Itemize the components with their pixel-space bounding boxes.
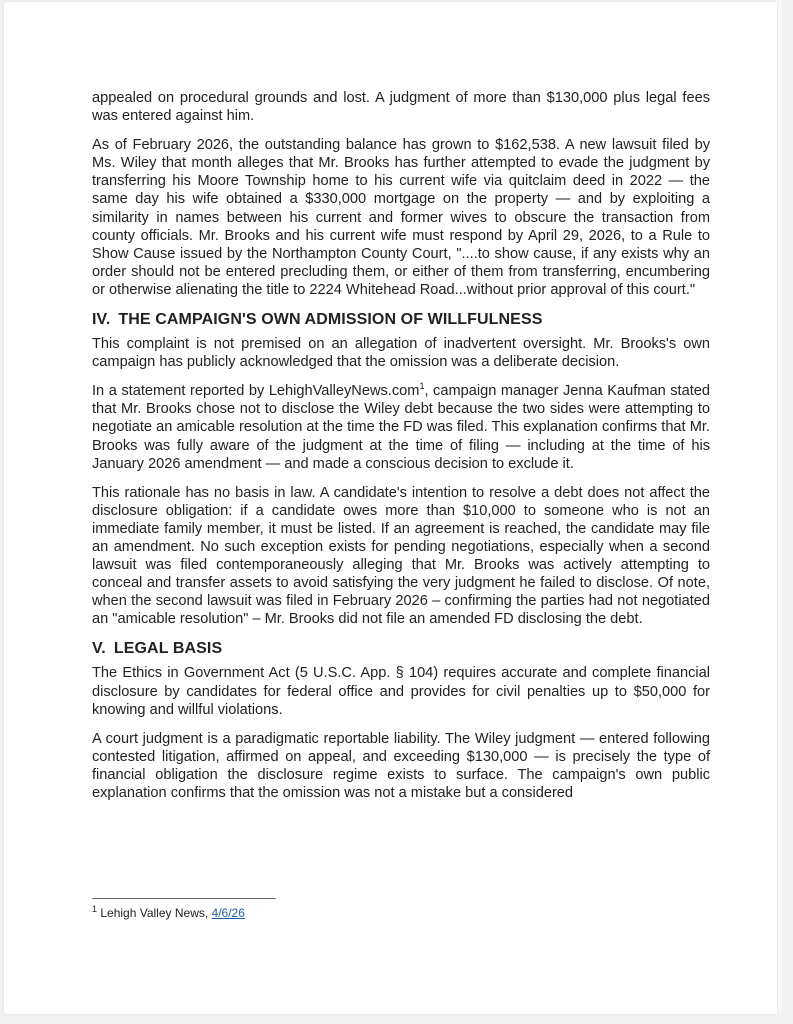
footnote-marker: 1: [92, 904, 98, 914]
page-edge: [778, 0, 782, 1012]
document-page: [4, 2, 777, 1014]
paragraph-no-basis-in-law: This rationale has no basis in law. A candidate's intention to resolve a debt does not affect the disclosure obligation: if a candidate owes more than $10,000 to someone who is not an immediate family member, it must be listed. If an agreement is reached, the candidate may file an amendment. No such exception exists for pending negotiations, especially when a second lawsuit was filed contemporaneously alleging that Mr. Brooks was actively attempting to conceal and transfer assets to avoid satisfying the very judgment he failed to disclose. Of note, when the second lawsuit was filed in February 2026 – confirming the parties had not negotiated an "amicable resolution" – Mr. Brooks did not file an amended FD disclosing the debt.: [92, 484, 710, 628]
section-number-v: V.: [92, 640, 106, 658]
section-heading-v: [92, 639, 710, 659]
paragraph-ethics-act: The Ethics in Government Act (5 U.S.C. App. § 104) requires accurate and complete financial disclosure by candidates for federal office and provides for civil penalties up to $50,000 for knowing and willful violations.: [92, 665, 710, 718]
paragraph-outstanding-balance: As of February 2026, the outstanding balance has grown to $162,538. A new lawsuit filed by Ms. Wiley that month alleges that Mr. Brooks has further attempted to evade the judgment by transferring his Moore Township home to his current wife via quitclaim deed in 2022 — the same day his wife obtained a $330,000 mortgage on the property — and by exploiting a similarity in names between his current and former wives to obscure the transaction from county officials. Mr. Brooks and his current wife must respond by April 29, 2026, to a Rule to Show Cause issued by the Northampton County Court, "....to show cause, if any exists why an order should not be entered precluding them, or either of them from transferring, encumbering or otherwise alienating the title to 2224 Whitehead Road...without prior approval of this court.": [92, 137, 710, 298]
section-heading-iv: [92, 310, 710, 330]
statement-text-end: , campaign manager Jenna Kaufman stated that Mr. Brooks chose not to disclose the Wiley debt because the two sides were attempting to negotiate an amicable resolution at the time the FD was filed. This explanation confirms that Mr. Brooks was fully aware of the judgment at the time of filing — including at the time of his January 2026 amendment — and made a conscious decision to exclude it.: [92, 383, 710, 472]
paragraph-not-inadvertent: This complaint is not premised on an allegation of inadvertent oversight. Mr. Brooks's own campaign has publicly acknowledged that the omission was a deliberate decision.: [92, 336, 710, 371]
section-title-v: LEGAL BASIS: [113, 640, 223, 658]
section-title-iv: THE CAMPAIGN'S OWN ADMISSION OF WILLFULNESS: [118, 311, 543, 329]
footnote-text: Lehigh Valley News,: [100, 906, 212, 920]
footnote-link[interactable]: 4/6/26: [211, 906, 245, 920]
statement-text-start: In a statement reported by LehighValleyNews.com: [92, 383, 420, 400]
paragraph-campaign-statement: [92, 382, 710, 472]
footnote-divider: [92, 898, 276, 899]
page-body: [92, 89, 710, 813]
section-number-iv: IV.: [92, 311, 111, 329]
footnote-reference[interactable]: 1: [419, 381, 425, 392]
paragraph-court-judgment: A court judgment is a paradigmatic reportable liability. The Wiley judgment — entered following contested litigation, affirmed on appeal, and exceeding $130,000 — is precisely the type of financial obligation the disclosure regime exists to surface. The campaign's own public explanation confirms that the omission was not a mistake but a considered: [92, 730, 710, 801]
footnote: [92, 906, 245, 920]
paragraph-judgment-appeal: appealed on procedural grounds and lost. A judgment of more than $130,000 plus legal fees was entered against him.: [92, 90, 710, 125]
